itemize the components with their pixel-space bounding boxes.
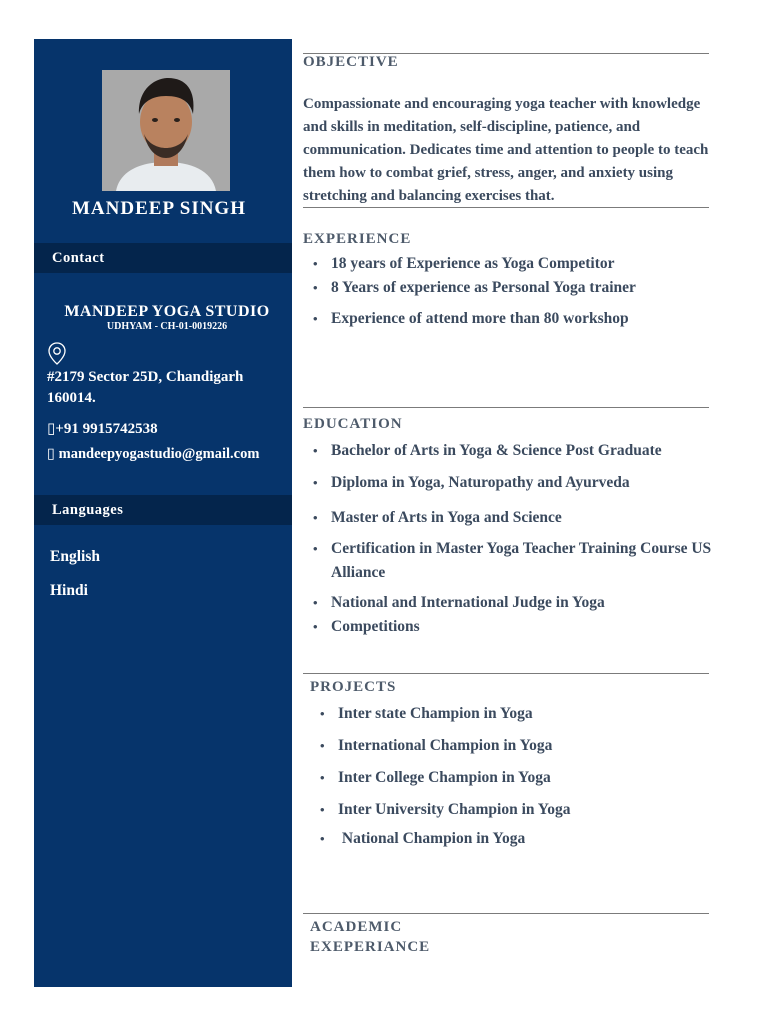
academic-heading-line1: ACADEMIC — [310, 919, 403, 935]
objective-heading: OBJECTIVE — [303, 54, 399, 70]
address-text: #2179 Sector 25D, Chandigarh 160014. — [47, 369, 244, 406]
experience-item: • 18 years of Experience as Yoga Competitor — [303, 252, 713, 276]
project-item: • National Champion in Yoga — [310, 827, 710, 851]
project-item: • Inter College Champion in Yoga — [310, 766, 710, 790]
academic-heading-line2: EXEPERIANCE — [310, 939, 431, 955]
contact-heading: Contact — [34, 243, 292, 273]
profile-photo — [102, 70, 230, 191]
experience-item: • Experience of attend more than 80 workshop — [303, 307, 713, 331]
education-item: • Competitions — [303, 615, 718, 639]
section-divider — [303, 407, 709, 408]
project-item: • International Champion in Yoga — [310, 734, 710, 758]
section-divider — [303, 673, 709, 674]
language-item: Hindi — [50, 582, 88, 599]
sidebar — [34, 39, 292, 987]
education-item: • National and International Judge in Yoga — [303, 591, 718, 615]
phone-number[interactable]: +91 9915742538 — [55, 421, 158, 437]
project-item: • Inter state Champion in Yoga — [310, 702, 710, 726]
education-heading: EDUCATION — [303, 416, 403, 432]
experience-item: • 8 Years of experience as Personal Yoga trainer — [303, 276, 713, 300]
education-item: • Master of Arts in Yoga and Science — [303, 506, 718, 530]
languages-heading: Languages — [34, 495, 292, 525]
email-address[interactable]: mandeepyogastudio@gmail.com — [58, 446, 260, 462]
education-item: • Bachelor of Arts in Yoga & Science Post Graduate — [303, 439, 718, 463]
project-item: • Inter University Champion in Yoga — [310, 798, 710, 822]
education-item: • Diploma in Yoga, Naturopathy and Ayurveda — [303, 471, 718, 495]
projects-heading: PROJECTS — [310, 679, 397, 695]
section-divider — [303, 913, 709, 914]
education-item: • Certification in Master Yoga Teacher Training Course US Alliance — [303, 537, 718, 585]
profile-name: MANDEEP SINGH — [72, 198, 246, 219]
experience-heading: EXPERIENCE — [303, 231, 412, 247]
phone-row — [47, 419, 158, 438]
email-icon: ▯ — [47, 446, 59, 462]
language-item: English — [50, 548, 100, 565]
studio-name: MANDEEP YOGA STUDIO — [64, 303, 270, 320]
email-row — [47, 445, 259, 463]
objective-text: Compassionate and encouraging yoga teacher with knowledge and skills in meditation, self-discipline, patience, and communication. Dedicates time and attention to people to teach them how to combat grief, stress, anger, and anxiety using stretching and balancing exercises that. — [303, 96, 709, 204]
phone-icon: ▯ — [47, 421, 56, 437]
section-divider — [303, 207, 709, 208]
udhyam-number: UDHYAM - CH-01-0019226 — [106, 321, 228, 332]
